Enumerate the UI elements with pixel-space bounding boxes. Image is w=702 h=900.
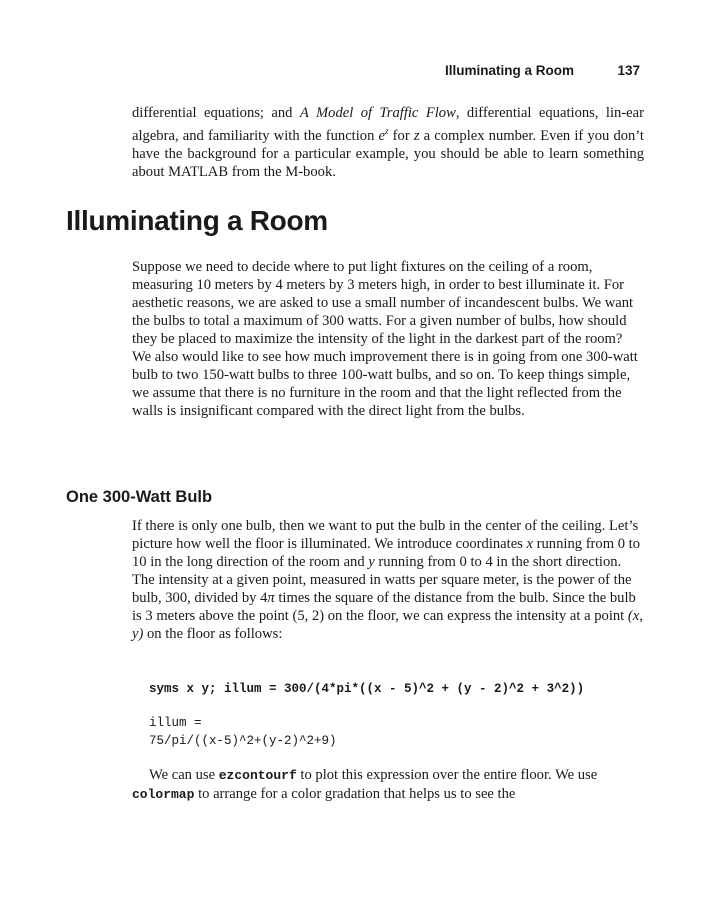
intro-italic-title: A Model of Traffic Flow <box>299 105 456 121</box>
sub-point-xy: (x, y) <box>132 608 643 642</box>
section-paragraph: Suppose we need to decide where to put light fixtures on the ceiling of a room, measuring 10 meters by 4 meters by 3 meters high, in order to best illuminate it. For aesthetic reasons, we are asked to use a small number of incandescent bulbs. We want the bulbs to total a maximum of 300 watts. For a given number of bulbs, how should they be placed to maximize the intensity of the light in the darkest part of the room? We also would like to see how much improvement there is in going from one 300-watt bulb to two 150-watt bulbs to three 100-watt bulbs, and so on. To keep things simple, we assume that there is no furniture in the room and that the light reflected from the walls is insignificant compared with the direct light from the bulbs. <box>132 259 638 419</box>
intro-text-3: for <box>388 127 414 144</box>
intro-text-2: , differential equations, lin-ear algebra, and familiarity with the function <box>132 105 644 144</box>
intro-paragraph <box>132 104 644 181</box>
code-output-label: illum = <box>149 716 202 730</box>
sub-text-1: If there is only one bulb, then we want to put the bulb in the center of the ceiling. Let’s picture how well the floor is illuminated. We introduce coordinates <box>132 518 639 552</box>
intro-var-z: z <box>413 127 420 144</box>
subsection-paragraph <box>132 517 644 643</box>
intro-func-base: e <box>378 127 385 144</box>
running-head <box>400 63 640 83</box>
page-number: 137 <box>617 63 640 78</box>
section-title: Illuminating a Room <box>66 205 328 236</box>
sub-text-2: running from 0 to 10 in the long direction of the room and <box>132 536 641 570</box>
sub-text-3: running from 0 to 4 in the short direction. The intensity at a given point, measured in watts per square meter, is the power of the bulb, 300, divided by 4 <box>132 554 632 606</box>
final-paragraph <box>132 766 644 804</box>
intro-text-1: differential equations; and <box>132 105 300 121</box>
sub-var-y: y <box>368 554 375 570</box>
intro-text-4: a complex number. Even if you don’t have the background for a particular example, you should be able to learn something about MATLAB from the M-book. <box>132 127 644 180</box>
final-cmd-colormap: colormap <box>132 787 195 802</box>
sub-pi: π <box>267 590 275 606</box>
subsection-title: One 300-Watt Bulb <box>66 488 213 506</box>
final-text-3: to arrange for a color gradation that helps us to see the <box>194 786 516 802</box>
final-text-2: to plot this expression over the entire floor. We use <box>296 767 598 783</box>
code-input: syms x y; illum = 300/(4*pi*((x - 5)^2 + (y - 2)^2 + 3^2)) <box>149 682 585 696</box>
sub-var-x: x <box>526 536 533 552</box>
sub-text-5: on the floor as follows: <box>143 626 283 642</box>
final-cmd-ezcontourf: ezcontourf <box>218 768 297 783</box>
code-output-value: 75/pi/((x-5)^2+(y-2)^2+9) <box>149 734 337 748</box>
final-text-1: We can use <box>149 767 219 783</box>
intro-func-exp: z <box>385 126 389 136</box>
running-head-title: Illuminating a Room <box>444 63 574 78</box>
sub-text-4: times the square of the distance from the bulb. Since the bulb is 3 meters above the point (5, 2) on the floor, we can express the intensity at a point <box>132 590 636 624</box>
